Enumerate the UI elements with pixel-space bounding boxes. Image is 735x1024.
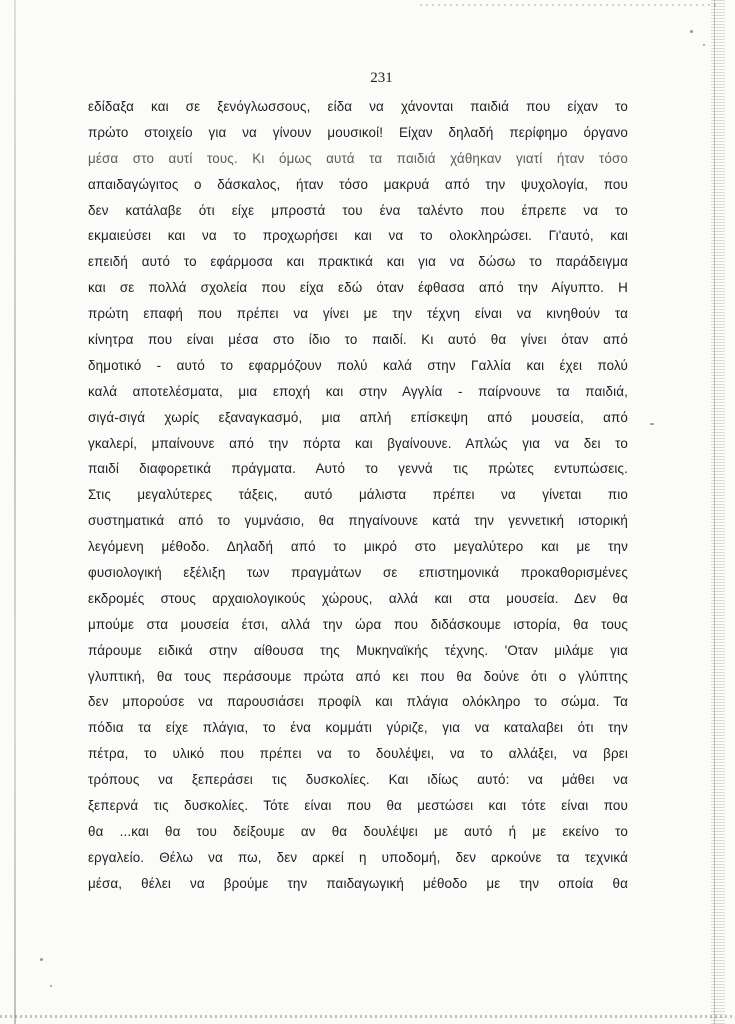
text-line: καλά αποτελέσματα, μια εποχή και στην Αγγλία - παίρνουνε τα παιδιά, [88, 383, 628, 399]
text-line: εδίδαξα και σε ξενόγλωσσους, είδα να χάνονται παιδιά που είχαν το [88, 99, 628, 114]
text-line: μέσα στο αυτί τους. Κι όμως αυτά τα παιδιά χάθηκαν γιατί ήταν τόσο [88, 150, 628, 166]
text-line: πάρουμε ειδικά στην αίθουσα της Μυκηναϊκής τέχνης. 'Οταν μιλάμε για [88, 642, 628, 658]
text-line: δεν κατάλαβε ότι είχε μπροστά του ένα ταλέντο που έπρεπε να το [88, 202, 628, 218]
text-line: εκμαιεύσει και να το προχωρήσει και να το ολοκληρώσει. Γι'αυτό, και [88, 228, 628, 244]
text-line: παιδί διαφορετικά πράγματα. Αυτό το γεννά τις πρώτες εντυπώσεις. [88, 461, 628, 477]
text-line: γκαλερί, μπαίνουνε από την πόρτα και βγαίνουνε. Απλώς για να δει το [88, 435, 628, 451]
text-line: και σε πολλά σχολεία που είχα εδώ όταν έφθασα από την Αίγυπτο. Η [88, 280, 628, 296]
text-line: ξεπερνά τις δυσκολίες. Τότε είναι που θα μεστώσει και τότε είναι που [88, 798, 628, 814]
scan-speck [50, 985, 52, 987]
text-line: δεν μπορούσε να παρουσιάσει προφίλ και πλάγια ολόκληρο το σώμα. Τα [88, 694, 628, 710]
text-line: κίνητρα που είναι μέσα στο ίδιο το παιδί. Κι αυτό θα γίνει όταν από [88, 332, 628, 348]
text-line: δημοτικό - αυτό το εφαρμόζουν πολύ καλά στην Γαλλία και έχει πολύ [88, 357, 628, 373]
text-line: μέσα, θέλει να βρούμε την παιδαγωγική μέθοδο με την οποία θα [88, 875, 628, 891]
text-line: πρώτη επαφή που πρέπει να γίνει με την τέχνη είναι να κινηθούν τα [88, 306, 628, 322]
text-line: τρόπους να ξεπεράσει τις δυσκολίες. Και ιδίως αυτό: να μάθει να [88, 772, 628, 788]
scan-edge-bottom [0, 1015, 735, 1018]
text-line: πόδια τα είχε πλάγια, το ένα κομμάτι γύριζε, για να καταλαβει ότι την [88, 720, 628, 736]
text-line: συστηματικά από το γυμνάσιο, θα πηγαίνουνε κατά την γεννετική ιστορική [88, 513, 628, 529]
text-line: εργαλείο. Θέλω να πω, δεν αρκεί η υποδομή, δεν αρκούνε τα τεχνικά [88, 849, 628, 865]
text-line: θα ...και θα του δείξουμε αν θα δουλέψει με αυτό ή με εκείνο το [88, 823, 628, 839]
text-line: πέτρα, το υλικό που πρέπει να το δουλέψει, να το αλλάξει, να βρει [88, 746, 628, 762]
scan-speck [650, 423, 654, 425]
text-line: σιγά-σιγά χωρίς εξαναγκασμό, μια απλή επίσκεψη από μουσεία, από [88, 409, 628, 425]
text-line: μπούμε στα μουσεία έτσι, αλλά την ώρα που διδάσκουμε ιστορία, θα τους [88, 616, 628, 632]
scan-speck [690, 30, 693, 33]
text-line: απαιδαγώγιτος ο δάσκαλος, ήταν τόσο μακρυά από την ψυχολογία, που [88, 176, 628, 192]
scan-speck [703, 44, 705, 46]
text-line: λεγόμενη μέθοδο. Δηλαδή από το μικρό στο μεγαλύτερο και με την [88, 539, 628, 555]
text-line: φυσιολογική εξέλιξη των πραγμάτων σε επιστημονικά προκαθορισμένες [88, 565, 628, 581]
scan-speck [40, 958, 43, 961]
text-line: Στις μεγαλύτερες τάξεις, αυτό μάλιστα πρέπει να γίνεται πιο [88, 487, 628, 503]
text-line: επειδή αυτό το εφάρμοσα και πρακτικά και για να δώσω το παράδειγμα [88, 254, 628, 270]
scan-edge-top [420, 4, 720, 6]
text-line: πρώτο στοιχείο για να γίνουν μουσικοί! Είχαν δηλαδή περίφημο όργανο [88, 124, 628, 140]
scan-edge-right-line [714, 0, 715, 1024]
text-line: εκδρομές στους αρχαιολογικούς χώρους, αλλά και στα μουσεία. Δεν θα [88, 590, 628, 606]
text-line: γλυπτική, θα τους περάσουμε πρώτα από κει που θα δούνε ότι ο γλύπτης [88, 668, 628, 684]
page-number: 231 [370, 70, 393, 86]
scan-edge-left [14, 0, 16, 1024]
body-text [88, 94, 628, 897]
